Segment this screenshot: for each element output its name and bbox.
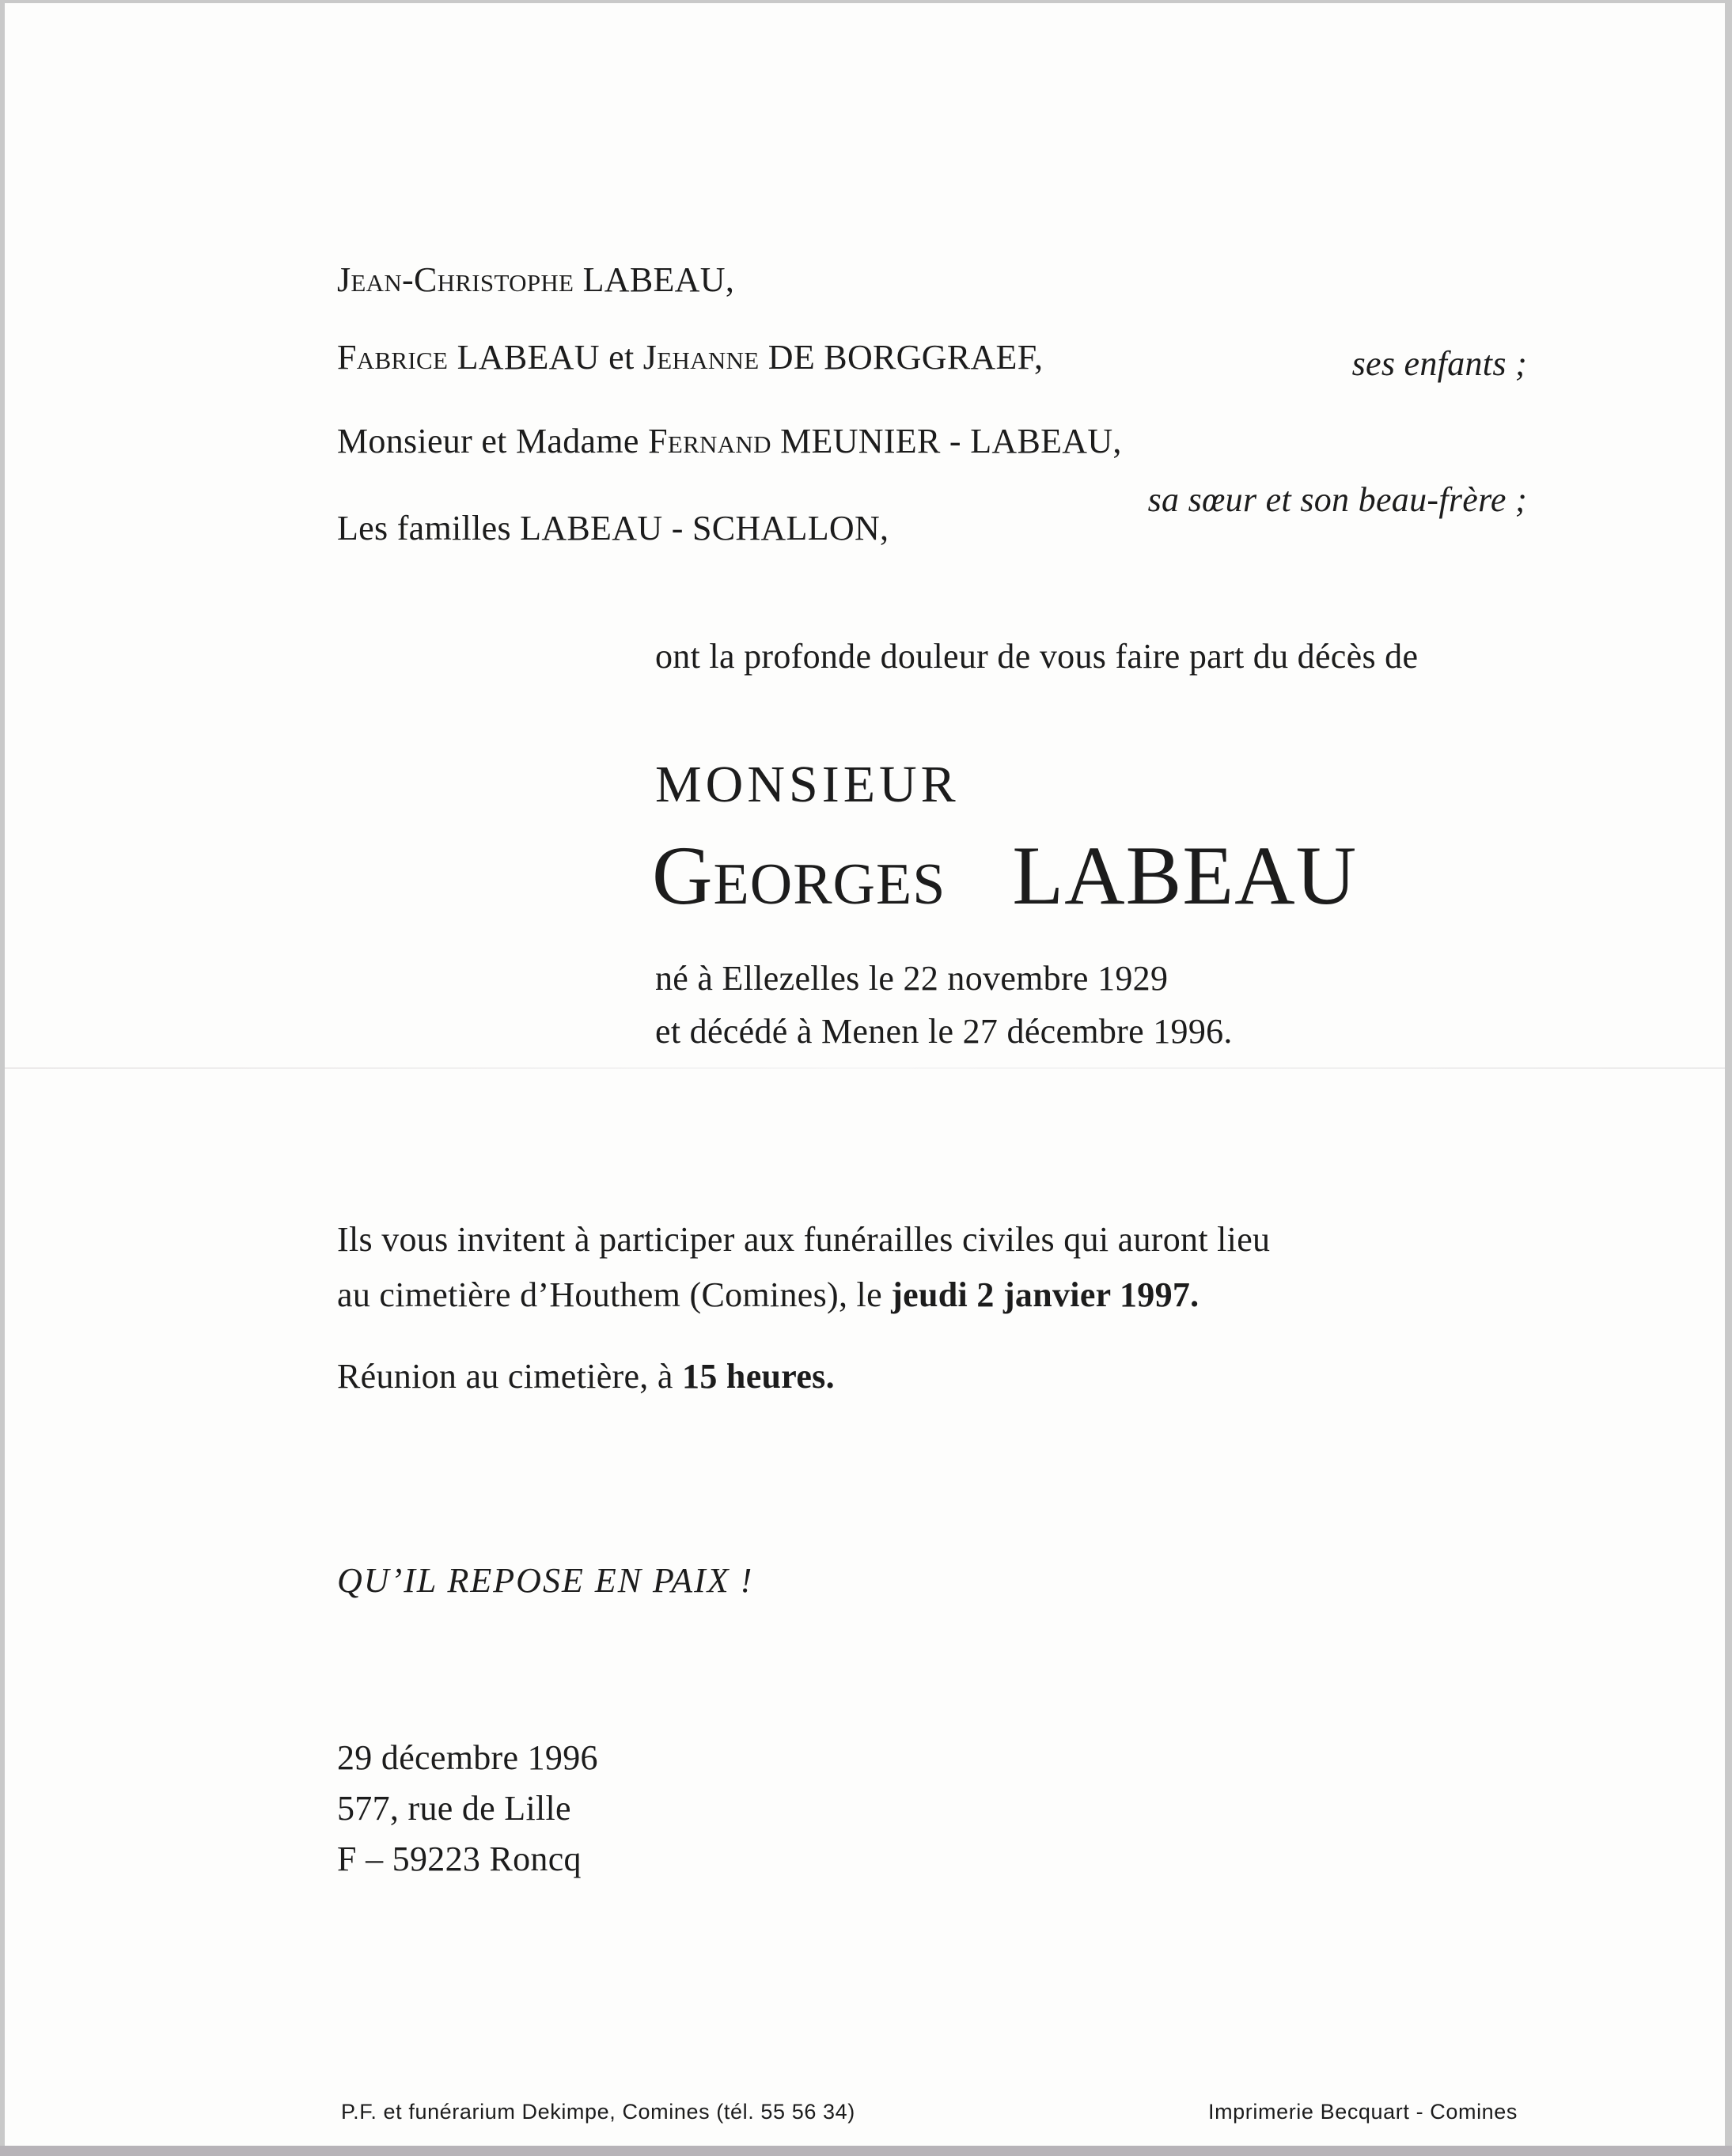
deceased-given-name: Georges <box>652 829 946 922</box>
family-first-name: Fernand <box>648 422 771 460</box>
funeral-invitation-line-2 <box>337 1273 1199 1317</box>
family-last-name: LABEAU, <box>582 260 735 299</box>
family-last-name: LABEAU <box>457 338 600 377</box>
family-first-name: Jean-Christophe <box>337 260 574 299</box>
deceased-name <box>652 828 1357 923</box>
family-prefix: Monsieur et Madame <box>337 422 639 460</box>
scan-bottom-edge <box>0 2146 1732 2156</box>
fold-line <box>5 1067 1725 1069</box>
family-first-name: Fabrice <box>337 338 449 377</box>
family-line-1 <box>337 258 734 302</box>
family-first-name: Jehanne <box>642 338 760 377</box>
family-line-2 <box>337 335 1043 380</box>
address-street: 577, rue de Lille <box>337 1789 571 1828</box>
closing-phrase: QU’IL REPOSE EN PAIX ! <box>337 1561 754 1600</box>
meeting-location: Réunion au cimetière, à <box>337 1357 683 1396</box>
family-last-name: MEUNIER - LABEAU, <box>780 422 1122 460</box>
announcement-text: ont la profonde douleur de vous faire part du décès de <box>655 637 1419 676</box>
address-date: 29 décembre 1996 <box>337 1738 598 1777</box>
funeral-date: jeudi 2 janvier 1997. <box>891 1275 1200 1314</box>
deceased-surname: LABEAU <box>1012 829 1358 922</box>
meeting-time: 15 heures. <box>682 1357 835 1396</box>
conjunction: et <box>608 338 635 377</box>
funeral-notice-card <box>5 3 1725 2149</box>
footer-funeral-home: P.F. et funérarium Dekimpe, Comines (tél. 55 56 34) <box>341 2100 855 2124</box>
family-last-name: DE BORGGRAEF, <box>767 338 1044 377</box>
death-info: et décédé à Menen le 27 décembre 1996. <box>655 1012 1233 1051</box>
deceased-title: MONSIEUR <box>655 756 960 813</box>
footer-printer: Imprimerie Becquart - Comines <box>1207 2100 1518 2124</box>
funeral-location: au cimetière d’Houthem (Comines), le <box>337 1275 892 1314</box>
family-line-3 <box>337 419 1122 464</box>
relation-sister: sa sœur et son beau-frère ; <box>1147 480 1527 519</box>
funeral-invitation-line-1: Ils vous invitent à participer aux funérailles civiles qui auront lieu <box>337 1220 1271 1259</box>
relation-children: ses enfants ; <box>1351 344 1527 383</box>
birth-info: né à Ellezelles le 22 novembre 1929 <box>655 959 1169 998</box>
family-line-4: Les familles LABEAU - SCHALLON, <box>337 509 889 548</box>
address-city: F – 59223 Roncq <box>337 1840 582 1878</box>
meeting-info <box>337 1355 835 1399</box>
